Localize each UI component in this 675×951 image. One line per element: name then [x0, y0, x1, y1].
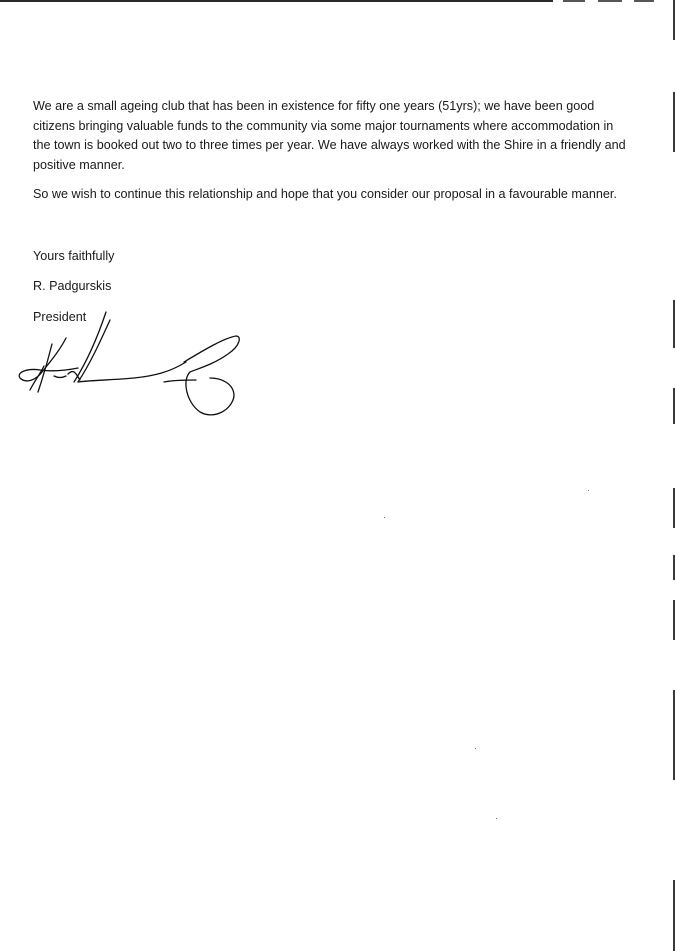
scan-speck	[588, 490, 589, 491]
scan-speck	[384, 517, 385, 518]
paragraph-relationship: So we wish to continue this relationship and hope that you consider our proposal in a favourable manner.	[33, 187, 617, 201]
scan-top-edge-dash	[563, 0, 585, 2]
closing-salutation: Yours faithfully	[33, 249, 115, 263]
scan-speck	[496, 818, 497, 819]
signatory-name: R. Padgurskis	[33, 279, 112, 293]
letter-body	[33, 97, 633, 215]
scan-top-edge	[0, 0, 553, 2]
paragraph-club-history: We are a small ageing club that has been in existence for fifty one years (51yrs); we have been good citizens bringing valuable funds to the community via some major tournaments where accommodation in the town is booked out two to three times per year. We have always worked with the Shire in a friendly and positive manner.	[33, 99, 626, 172]
scan-top-edge-dash	[598, 0, 622, 2]
signatory-title: President	[33, 310, 87, 324]
scan-speck	[475, 748, 476, 749]
scan-top-edge-dash	[634, 0, 654, 2]
handwritten-signature	[14, 310, 244, 422]
